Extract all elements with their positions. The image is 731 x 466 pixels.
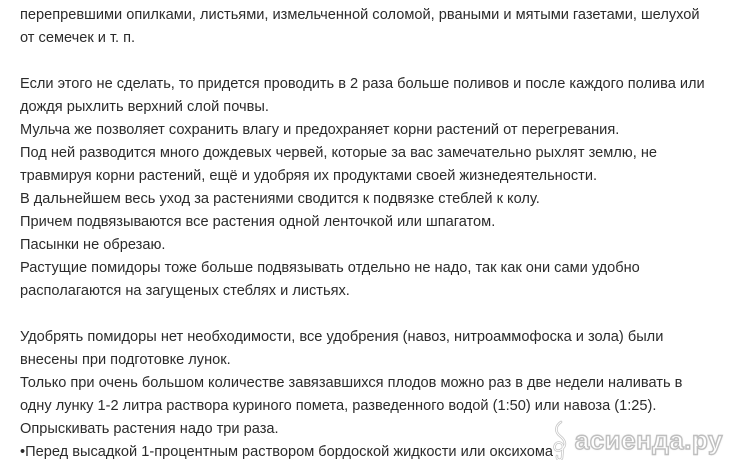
- text-line: травмируя корни растений, ещё и удобряя их продуктами своей жизнедеятельности.: [20, 168, 598, 184]
- paragraph-gap: [20, 50, 725, 73]
- text-line: Мульча же позволяет сохранить влагу и предохраняет корни растений от перегревания.: [20, 122, 620, 138]
- text-line: Опрыскивать растения надо три раза.: [20, 421, 279, 437]
- text-line: от семечек и т. п.: [20, 30, 136, 46]
- text-line: В дальнейшем весь уход за растениями сводится к подвязке стеблей к колу.: [20, 191, 540, 207]
- text-line: Пасынки не обрезаю.: [20, 237, 166, 253]
- text-line: Только при очень большом количестве завязавшихся плодов можно раз в две недели наливать в: [20, 375, 683, 391]
- text-line: Растущие помидоры тоже больше подвязывать отдельно не надо, так как они сами удобно: [20, 260, 640, 276]
- text-line: одну лунку 1-2 литра раствора куриного помета, разведенного водой (1:50) или навоза (1:25).: [20, 398, 657, 414]
- text-line: Удобрять помидоры нет необходимости, все удобрения (навоз, нитроаммофоска и зола) были: [20, 329, 664, 345]
- text-line: Под ней разводится много дождевых червей, которые за вас замечательно рыхлят землю, не: [20, 145, 657, 161]
- text-line: •Перед высадкой 1-процентным раствором бордоской жидкости или оксихома: [20, 444, 554, 460]
- text-line: Если этого не сделать, то придется проводить в 2 раза больше поливов и после каждого полива или: [20, 76, 705, 92]
- text-line: располагаются на загущеных стеблях и листьях.: [20, 283, 350, 299]
- paragraph-gap: [20, 303, 725, 326]
- text-line: Причем подвязываются все растения одной ленточкой или шпагатом.: [20, 214, 496, 230]
- text-line: перепревшими опилками, листьями, измельченной соломой, рваными и мятыми газетами, шелухой: [20, 7, 700, 23]
- watermark-text: асиенда.ру: [574, 425, 723, 455]
- text-line: внесены при подготовке лунок.: [20, 352, 231, 368]
- text-line: дождя рыхлить верхний слой почвы.: [20, 99, 269, 115]
- article-body: [20, 4, 725, 464]
